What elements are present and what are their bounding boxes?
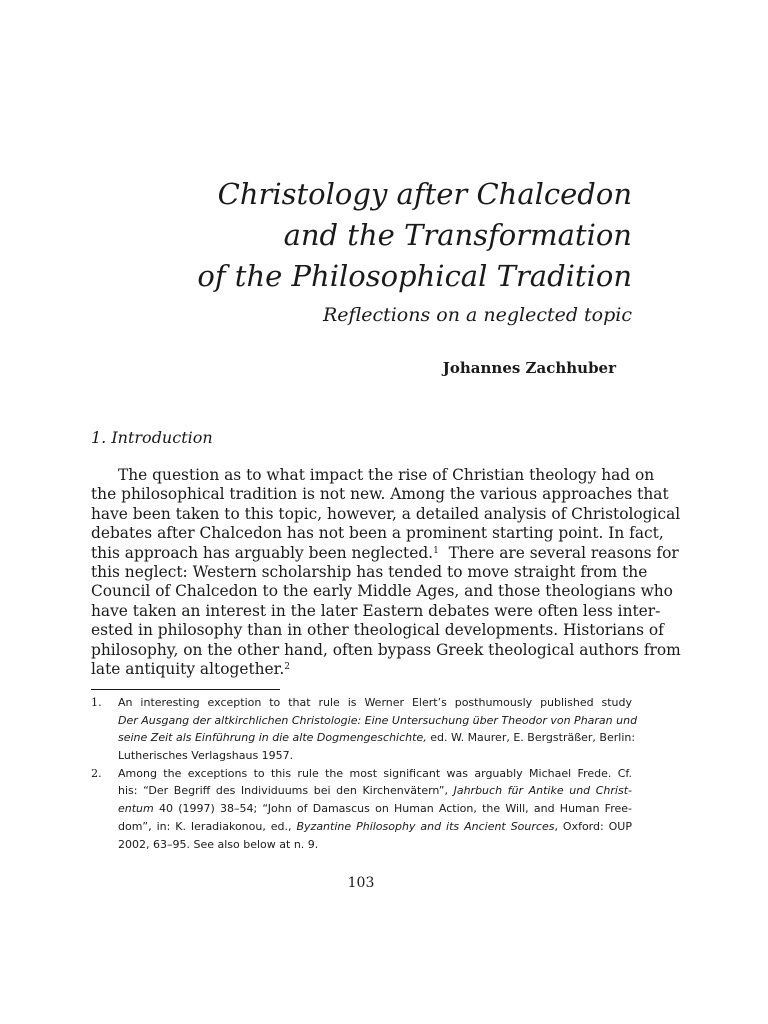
body-line: the philosophical tradition is not new. Among the various approaches that	[91, 485, 669, 504]
footnotes	[91, 694, 638, 853]
footnote-text: dom”, in: K. Ieradiakonou, ed.,	[118, 819, 297, 833]
footnote-line	[118, 800, 632, 818]
body-paragraph	[91, 466, 681, 679]
footnote-line	[118, 694, 632, 712]
footnote-title-italic: Byzantine Philosophy and its Ancient Sources	[296, 819, 555, 833]
footnote-2	[91, 765, 632, 853]
footnote-text: 40 (1997) 38–54; “John of Damascus on Human Action, the Will, and Human Free-	[153, 802, 632, 816]
body-line-text: There are several reasons for	[448, 543, 679, 562]
footnote-text: 2002, 63–95. See also below at n. 9.	[118, 837, 319, 851]
title-line-1: Christology after Chalcedon	[217, 177, 632, 211]
footnote-title-italic: Jahrbuch für Antike und Christ-	[453, 784, 632, 798]
body-line-text: this approach has arguably been neglected.	[91, 543, 434, 562]
footnote-text: , Oxford: OUP	[554, 819, 632, 833]
title-block	[150, 174, 632, 329]
footnote-text: An interesting exception to that rule is Werner Elert’s posthumously published study	[118, 696, 632, 709]
title-line-3: of the Philosophical Tradition	[197, 259, 632, 293]
section-heading: 1. Introduction	[91, 428, 213, 447]
footnote-text: ed. W. Maurer, E. Bergsträßer, Berlin:	[426, 731, 636, 745]
body-line: this neglect: Western scholarship has tended to move straight from the	[91, 562, 648, 581]
footnote-line	[118, 747, 632, 765]
footnote-title-italic: seine Zeit als Einführung in die alte Dogmengeschichte,	[118, 731, 427, 745]
footnote-number: 2.	[91, 766, 102, 780]
footnote-text: Lutherisches Verlagshaus 1957.	[118, 749, 294, 763]
footnote-line	[118, 712, 638, 730]
body-line: Council of Chalcedon to the early Middle Ages, and those theologians who	[91, 582, 673, 601]
footnote-divider	[91, 689, 280, 690]
body-line	[91, 543, 679, 563]
body-line: have taken an interest in the later Eastern debates were often less inter-	[91, 601, 661, 620]
body-line: philosophy, on the other hand, often bypass Greek theological authors from	[91, 640, 681, 659]
footnote-marker-1[interactable]: 1	[433, 545, 439, 556]
footnote-1	[91, 694, 638, 765]
body-line: ested in philosophy than in other theological developments. Historians of	[91, 621, 664, 640]
subtitle: Reflections on a neglected topic	[322, 304, 632, 326]
body-line-text: late antiquity altogether.	[91, 659, 285, 678]
body-line: debates after Chalcedon has not been a prominent starting point. In fact,	[91, 524, 664, 543]
title-line-2: and the Transformation	[283, 218, 632, 252]
body-line	[91, 660, 632, 679]
body-line: have been taken to this topic, however, a detailed analysis of Christological	[91, 504, 681, 523]
footnote-text: Among the exceptions to this rule the most significant was arguably Michael Frede. Cf.	[118, 766, 632, 780]
footnote-title-italic: Der Ausgang der altkirchlichen Christologie: Eine Untersuchung über Theodor von Pharan und	[118, 713, 638, 727]
page-number: 103	[347, 875, 375, 891]
footnote-line	[118, 818, 632, 836]
footnote-line	[118, 765, 632, 783]
footnote-line	[118, 729, 636, 747]
author-name: Johannes Zachhuber	[442, 359, 616, 377]
footnote-title-italic: entum	[118, 802, 154, 816]
footnote-line	[118, 782, 632, 800]
body-line: The question as to what impact the rise of Christian theology had on	[118, 466, 655, 484]
footnote-text: his: “Der Begriff des Individuums bei den Kirchenvätern”,	[118, 784, 454, 798]
footnote-line	[118, 836, 632, 854]
footnote-number: 1.	[91, 696, 102, 709]
footnote-marker-2[interactable]: 2	[284, 661, 290, 672]
